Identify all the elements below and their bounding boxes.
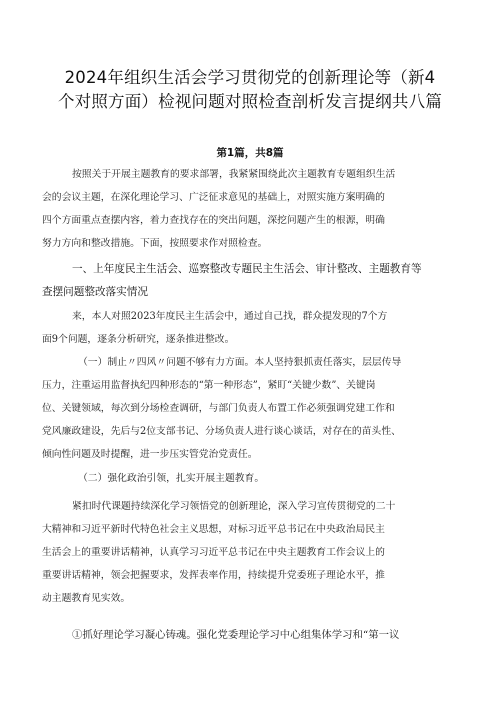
title-line: 2024年组织生活会学习贯彻党的创新理论等（新4 [64, 68, 436, 87]
paragraph-line: （一）制止〃四风〃问题不够有力方面。本人坚持狠抓责任落实，层层传导 [78, 357, 402, 368]
paragraph-line: 按照关于开展主题教育的要求部署，我紧紧围绕此次主题教育专题组织生活 [72, 169, 396, 180]
paragraph-line: （二）强化政治引领，扎实开展主题教育。 [78, 473, 265, 484]
paragraph-line: 倾向性问题及时提醒，进一步压实管党治党责任。 [42, 449, 258, 460]
paragraph-line: 努力方向和整改措施。下面，按照要求作对照检查。 [42, 238, 268, 249]
paragraph-line: 党风廉政建设，先后与2位支部书记、分场负责人进行谈心谈话，对存在的苗头性、 [42, 426, 401, 437]
paragraph-line: 四个方面重点查摆内容，着力查找存在的突出问题，深挖问题产生的根源，明确 [42, 215, 385, 226]
paragraph-line: 大精神和习近平新时代特色社会主义思想，对标习近平总书记在中央政治局民主 [42, 524, 385, 535]
section-counter: 第1篇，共8篇 [216, 147, 284, 159]
paragraph-line: 紧扣时代课题持续深化学习领悟党的创新理论，深入学习宣传贯彻党的二十 [72, 501, 396, 512]
title-line: 个对照方面）检视问题对照检查剖析发言提纲共八篇 [57, 92, 443, 111]
paragraph-line: 位、关键领域，每次到分场检查调研，与部门负责人布置工作必须强调党建工作和 [42, 403, 395, 414]
paragraph-line: 重要讲话精神，领会把握要求，发挥表率作用，持续提升党委班子理论水平，推 [42, 570, 385, 581]
paragraph-line: 面9个问题，逐条分析研究，逐条推进整改。 [42, 334, 235, 345]
paragraph-line: 生活会上的重要讲话精神，认真学习习近平总书记在中央主题教育工作会议上的 [42, 547, 385, 558]
paragraph-line: 压力，注重运用监督执纪四种形态的“第一种形态”，紧盯“关键少数”、关键岗 [42, 380, 376, 391]
paragraph-line: 动主题教育见实效。 [42, 593, 131, 604]
section-heading-line: 一、上年度民主生活会、巡察整改专题民主生活会、审计整改、主题教育等 [72, 263, 422, 275]
document-title [40, 66, 460, 114]
section-heading-line: 查摆问题整改落实情况 [42, 286, 148, 298]
paragraph-line: ①抓好理论学习凝心铸魂。强化党委理论学习中心组集体学习和“第一议 [72, 629, 400, 641]
paragraph-line: 来，本人对照2023年度民主生活会中，通过自己找，群众提发现的7个方 [72, 311, 388, 322]
paragraph-line: 会的会议主题，在深化理论学习、广泛征求意见的基础上，对照实施方案明确的 [42, 192, 385, 203]
